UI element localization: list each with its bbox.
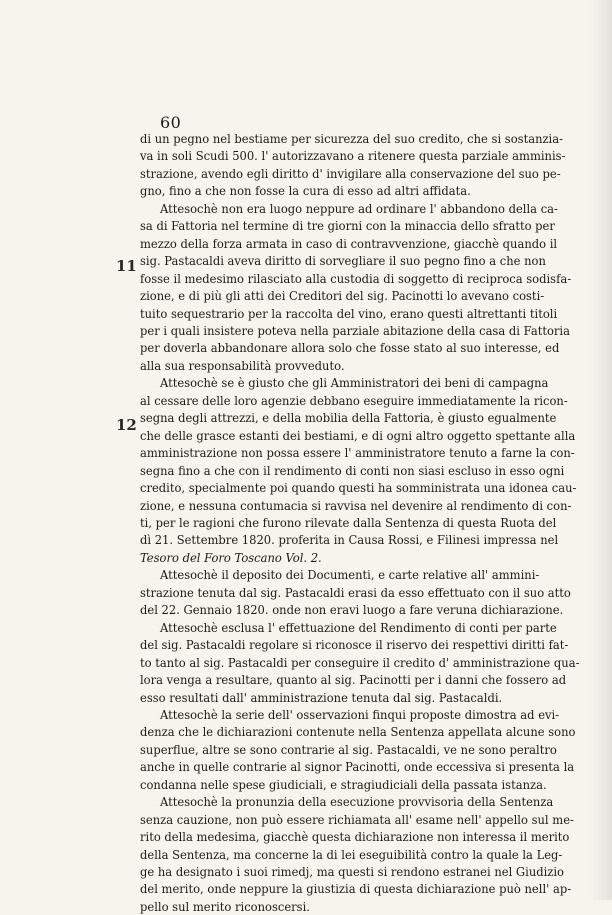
text-line: Attesochè la pronunzia della esecuzione provvisoria della Sentenza bbox=[160, 794, 554, 810]
text-line: del 22. Gennaio 1820. onde non eravi luogo a fare veruna dichiarazione. bbox=[140, 602, 564, 618]
text-line: esso resultati dall' amministrazione tenuta dal sig. Pastacaldi. bbox=[140, 689, 503, 705]
text-line: mezzo della forza armata in caso di contravvenzione, giacchè quando il bbox=[140, 235, 558, 251]
text-line: sig. Pastacaldi aveva diritto di sorvegliare il suo pegno fino a che non bbox=[140, 253, 546, 269]
margin-note: 11 bbox=[116, 257, 137, 275]
body-text bbox=[140, 130, 580, 915]
text-line: sa di Fattoria nel termine di tre giorni con la minaccia dello sfratto per bbox=[140, 218, 555, 234]
text-line: Attesochè se è giusto che gli Amministratori dei beni di campagna bbox=[160, 375, 549, 391]
page-number: 60 bbox=[160, 113, 182, 132]
text-line: zione, e di più gli atti dei Creditori del sig. Pacinotti lo avevano costi- bbox=[140, 288, 545, 304]
text-line: pello sul merito riconoscersi. bbox=[140, 898, 310, 914]
text-line: dì 21. Settembre 1820. proferita in Causa Rossi, e Filinesi impressa nel bbox=[140, 532, 559, 548]
text-line: tuito sequestrario per la raccolta del vino, erano questi altrettanti titoli bbox=[140, 305, 558, 321]
text-line: per i quali insistere poteva nella parziale abitazione della casa di Fattoria bbox=[140, 322, 570, 338]
text-line: anche in quelle contrarie al signor Pacinotti, onde eccessiva si presenta la bbox=[140, 759, 575, 775]
text-line: che delle grasce estanti dei bestiami, e di ogni altro oggetto spettante alla bbox=[140, 427, 576, 443]
text-line: segna fino a che con il rendimento di conti non siasi escluso in esso ogni bbox=[140, 462, 565, 478]
text-line: gno, fino a che non fosse la cura di esso ad altri affidata. bbox=[140, 183, 471, 199]
text-line: per doverla abbandonare allora solo che fosse stato al suo interesse, ed bbox=[140, 340, 560, 356]
text-line: Attesochè la serie dell' osservazioni finqui proposte dimostra ad evi- bbox=[160, 706, 560, 722]
text-line: superflue, altre se sono contrarie al sig. Pastacaldi, ve ne sono peraltro bbox=[140, 741, 557, 757]
text-line: alla sua responsabilità provveduto. bbox=[140, 357, 345, 373]
text-line: ge ha designato i suoi rimedj, ma questi si rendono estranei nel Giudizio bbox=[140, 864, 565, 880]
margin-note: 12 bbox=[116, 416, 137, 434]
text-line: ti, per le ragioni che furono rilevate dalla Sentenza di questa Ruota del bbox=[140, 514, 557, 530]
text-line: to tanto al sig. Pastacaldi per conseguire il credito d' amministrazione qua- bbox=[140, 654, 580, 670]
text-line: Tesoro del Foro Toscano Vol. 2. bbox=[140, 549, 322, 565]
text-line: strazione, avendo egli diritto d' invigilare alla conservazione del suo pe- bbox=[140, 165, 561, 181]
text-line: credito, specialmente poi quando questi ha somministrata una idonea cau- bbox=[140, 480, 577, 496]
text-line: condanna nelle spese giudiciali, e stragiudiciali della passata istanza. bbox=[140, 776, 547, 792]
text-line: al cessare delle loro agenzie debbano eseguire immediatamente la ricon- bbox=[140, 392, 568, 408]
text-line: Attesochè esclusa l' effettuazione del Rendimento di conti per parte bbox=[160, 619, 557, 635]
text-line: lora venga a resultare, quanto al sig. Pacinotti per i danni che fossero ad bbox=[140, 672, 567, 688]
text-line: della Sentenza, ma concerne la di lei eseguibilità contro la quale la Leg- bbox=[140, 846, 563, 862]
paragraph bbox=[140, 130, 566, 200]
text-line: rito della medesima, giacchè questa dichiarazione non interessa il merito bbox=[140, 829, 570, 845]
paragraph bbox=[140, 706, 576, 793]
text-line: del sig. Pastacaldi regolare si riconosce il riservo dei respettivi diritti fat- bbox=[140, 637, 569, 653]
paragraph bbox=[140, 200, 572, 375]
text-line: va in soli Scudi 500. l' autorizzavano a ritenere questa parziale amminis- bbox=[140, 148, 566, 164]
text-line: senza cauzione, non può essere richiamata all' esame nell' appello sul me- bbox=[140, 811, 574, 827]
text-line: amministrazione non possa essere l' amministratore tenuto a farne la con- bbox=[140, 445, 575, 461]
text-line: Attesochè non era luogo neppure ad ordinare l' abbandono della ca- bbox=[160, 200, 558, 216]
paragraph bbox=[140, 793, 574, 915]
text-line: zione, e nessuna contumacia si ravvisa nel devenire al rendimento di con- bbox=[140, 497, 572, 513]
paragraph bbox=[140, 619, 580, 706]
page-edge-shadow bbox=[590, 0, 612, 900]
text-line: strazione tenuta dal sig. Pastacaldi erasi da esso effettuato con il suo atto bbox=[140, 584, 571, 600]
text-line: Attesochè il deposito dei Documenti, e carte relative all' ammini- bbox=[160, 567, 540, 583]
paragraph bbox=[140, 566, 571, 618]
text-line: del merito, onde neppure la giustizia di questa dichiarazione può nell' ap- bbox=[140, 881, 572, 897]
text-line: segna degli attrezzi, e della mobilia della Fattoria, è giusto egualmente bbox=[140, 410, 557, 426]
paragraph bbox=[140, 374, 577, 566]
text-line: denza che le dichiarazioni contenute nella Sentenza appellata alcune sono bbox=[140, 724, 576, 740]
text-line: fosse il medesimo rilasciato alla custodia di soggetto di reciproca sodisfa- bbox=[140, 270, 572, 286]
text-line: di un pegno nel bestiame per sicurezza del suo credito, che si sostanzia- bbox=[140, 131, 564, 146]
